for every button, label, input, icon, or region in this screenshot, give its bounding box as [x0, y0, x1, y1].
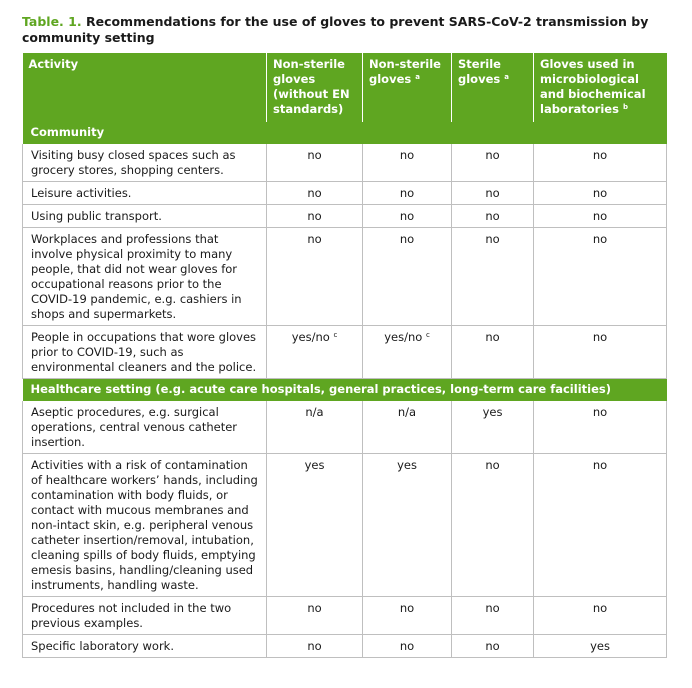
value-text: no	[399, 232, 415, 246]
column-header-text: Activity	[28, 57, 79, 71]
activity-cell: Visiting busy closed spaces such as grocery stores, shopping centers.	[23, 144, 267, 182]
column-header-4	[452, 53, 534, 122]
value-cell	[267, 326, 363, 379]
table-row	[23, 182, 667, 205]
value-text: no	[592, 405, 608, 419]
value-cell	[363, 597, 452, 635]
value-cell	[534, 326, 667, 379]
table-body	[23, 122, 667, 658]
value-cell	[534, 182, 667, 205]
footnote-marker: a	[415, 73, 420, 81]
value-cell	[452, 182, 534, 205]
value-text: no	[592, 209, 608, 223]
table-header	[23, 53, 667, 122]
value-cell	[534, 205, 667, 228]
activity-cell: Leisure activities.	[23, 182, 267, 205]
value-cell	[452, 228, 534, 326]
activity-cell: Workplaces and professions that involve physical proximity to many people, that did not wear gloves for occupational reasons prior to the COVID-19 pandemic, e.g. cashiers in shops and supermarkets.	[23, 228, 267, 326]
table-row	[23, 635, 667, 658]
value-text: no	[592, 148, 608, 162]
value-cell	[452, 597, 534, 635]
value-text: no	[485, 186, 500, 200]
table-row	[23, 454, 667, 597]
value-text: no	[307, 639, 322, 653]
value-cell	[267, 144, 363, 182]
value-cell	[452, 401, 534, 454]
value-cell	[267, 205, 363, 228]
value-cell	[534, 597, 667, 635]
activity-cell: Activities with a risk of contamination of healthcare workers’ hands, including contamination with body fluids, or contact with mucous membranes and non-intact skin, e.g. peripheral venous catheter insertion/removal, intubation, cleaning spills of body fluids, emptying emesis basins, handling/cleaning used instruments, handling waste.	[23, 454, 267, 597]
table-caption	[22, 14, 672, 46]
value-text: yes/no	[291, 330, 330, 344]
value-text: no	[399, 148, 415, 162]
footnote-marker: b	[622, 103, 628, 111]
value-text: n/a	[305, 405, 324, 419]
value-text: no	[307, 232, 322, 246]
value-cell	[534, 454, 667, 597]
value-cell	[363, 326, 452, 379]
value-cell	[534, 635, 667, 658]
activity-cell: Specific laboratory work.	[23, 635, 267, 658]
header-row	[23, 53, 667, 122]
section-title: Healthcare setting (e.g. acute care hospitals, general practices, long-term care facilities)	[23, 379, 667, 402]
column-header-5	[534, 53, 667, 122]
value-cell	[363, 182, 452, 205]
value-cell	[534, 144, 667, 182]
value-cell	[452, 454, 534, 597]
value-text: n/a	[397, 405, 417, 419]
value-cell	[267, 597, 363, 635]
activity-cell: Procedures not included in the two previous examples.	[23, 597, 267, 635]
value-cell	[363, 228, 452, 326]
value-text: no	[399, 186, 415, 200]
value-cell	[452, 635, 534, 658]
value-cell	[452, 326, 534, 379]
section-row	[23, 379, 667, 402]
table-row	[23, 597, 667, 635]
table-row	[23, 228, 667, 326]
value-text: no	[592, 186, 608, 200]
value-cell	[267, 635, 363, 658]
value-text: no	[307, 209, 322, 223]
value-cell	[534, 228, 667, 326]
footnote-marker: c	[333, 331, 338, 339]
value-text: no	[592, 458, 608, 472]
column-header-text: Sterile gloves	[458, 57, 501, 86]
value-text: no	[399, 639, 415, 653]
section-row	[23, 122, 667, 144]
value-text: no	[485, 209, 500, 223]
footnote-marker: a	[504, 73, 509, 81]
table-row	[23, 326, 667, 379]
value-cell	[267, 228, 363, 326]
value-text: yes	[397, 458, 417, 472]
table-row	[23, 205, 667, 228]
column-header-1	[23, 53, 267, 122]
column-header-text: Gloves used in microbiological and biochemical laboratories	[540, 57, 646, 116]
column-header-text: Non-sterile gloves (without EN standards)	[273, 57, 350, 116]
value-text: no	[485, 148, 500, 162]
gloves-recommendation-table	[22, 53, 667, 658]
column-header-text: Non-sterile gloves	[369, 57, 441, 86]
column-header-2	[267, 53, 363, 122]
value-cell	[363, 635, 452, 658]
activity-cell: People in occupations that wore gloves prior to COVID-19, such as environmental cleaners and the police.	[23, 326, 267, 379]
value-text: no	[399, 209, 415, 223]
activity-cell: Aseptic procedures, e.g. surgical operations, central venous catheter insertion.	[23, 401, 267, 454]
value-text: no	[485, 232, 500, 246]
value-cell	[363, 205, 452, 228]
value-cell	[267, 401, 363, 454]
column-header-3	[363, 53, 452, 122]
value-text: yes/no	[384, 330, 423, 344]
value-cell	[452, 144, 534, 182]
value-text: no	[485, 639, 500, 653]
value-text: yes	[304, 458, 325, 472]
table-row	[23, 144, 667, 182]
value-text: yes	[482, 405, 503, 419]
value-cell	[267, 182, 363, 205]
value-text: no	[307, 186, 322, 200]
value-text: no	[485, 601, 500, 615]
value-text: no	[592, 232, 608, 246]
value-text: no	[399, 601, 415, 615]
table-label: Table. 1.	[22, 14, 82, 29]
value-text: yes	[590, 639, 610, 653]
value-cell	[363, 401, 452, 454]
footnote-marker: c	[425, 331, 430, 339]
value-text: no	[592, 601, 608, 615]
table-row	[23, 401, 667, 454]
value-text: no	[485, 330, 500, 344]
value-text: no	[485, 458, 500, 472]
value-cell	[267, 454, 363, 597]
value-cell	[363, 144, 452, 182]
value-cell	[534, 401, 667, 454]
table-title: Recommendations for the use of gloves to prevent SARS-CoV-2 transmission by community setting	[22, 14, 649, 45]
value-text: no	[307, 148, 322, 162]
value-cell	[452, 205, 534, 228]
value-cell	[363, 454, 452, 597]
value-text: no	[307, 601, 322, 615]
section-title: Community	[23, 122, 667, 144]
value-text: no	[592, 330, 608, 344]
activity-cell: Using public transport.	[23, 205, 267, 228]
